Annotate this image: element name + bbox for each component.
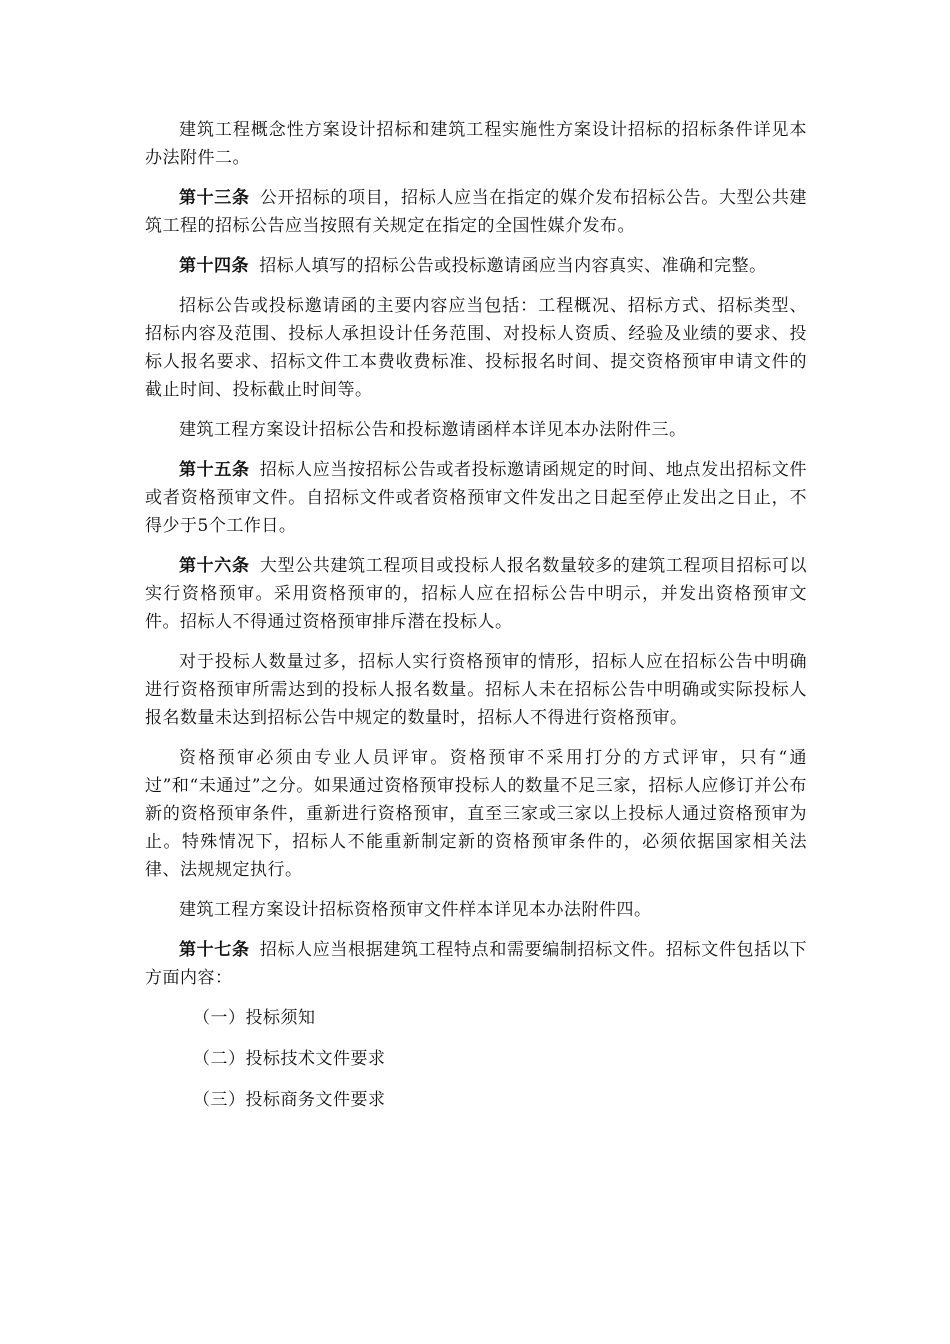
paragraph-8 [145, 648, 807, 732]
paragraph-text: 招标人填写的招标公告或投标邀请函应当内容真实、准确和完整。 [259, 256, 767, 276]
paragraph-text: 大型公共建筑工程项目或投标人报名数量较多的建筑工程项目招标可以实行资格预审。采用资格预审的，招标人应在招标公告中明示，并发出资格预审文件。招标人不得通过资格预审排斥潜在投标人。 [145, 556, 807, 632]
paragraph-text: 招标公告或投标邀请函的主要内容应当包括：工程概况、招标方式、招标类型、招标内容及范围、投标人承担设计任务范围、对投标人资质、经验及业绩的要求、投标人报名要求、招标文件工本费收费标准、投标报名时间、提交资格预审申请文件的截止时间、投标截止时间等。 [145, 296, 807, 400]
article-17 [145, 936, 807, 992]
article-heading: 第十六条 [179, 556, 250, 576]
paragraph-text: 招标人应当按招标公告或者投标邀请函规定的时间、地点发出招标文件或者资格预审文件。自招标文件或者资格预审文件发出之日起至停止发出之日止，不得少于5个工作日。 [145, 460, 807, 536]
paragraph-text: 公开招标的项目，招标人应当在指定的媒介发布招标公告。大型公共建筑工程的招标公告应当按照有关规定在指定的全国性媒介发布。 [145, 188, 807, 236]
paragraph-5 [145, 416, 807, 444]
paragraph-9 [145, 744, 807, 884]
article-heading: 第十三条 [179, 188, 250, 208]
article-13 [145, 184, 807, 240]
paragraph-4 [145, 292, 807, 404]
paragraph-text: 资格预审必须由专业人员评审。资格预审不采用打分的方式评审，只有“通过”和“未通过”之分。如果通过资格预审投标人的数量不足三家，招标人应修订并公布新的资格预审条件，重新进行资格预审，直至三家或三家以上投标人通过资格预审为止。特殊情况下，招标人不能重新制定新的资格预审条件的，必须依据国家相关法律、法规规定执行。 [145, 748, 807, 880]
list-item: （三）投标商务文件要求 [193, 1090, 386, 1110]
paragraph-1 [145, 116, 807, 172]
paragraph-text: 对于投标人数量过多，招标人实行资格预审的情形，招标人应在招标公告中明确进行资格预审所需达到的投标人报名数量。招标人未在招标公告中明确或实际投标人报名数量未达到招标公告中规定的数量时，招标人不得进行资格预审。 [145, 652, 807, 728]
document-page [145, 116, 807, 1127]
article-heading: 第十五条 [179, 460, 250, 480]
paragraph-10 [145, 896, 807, 924]
list-item: （二）投标技术文件要求 [193, 1049, 386, 1069]
paragraph-text: 招标人应当根据建筑工程特点和需要编制招标文件。招标文件包括以下方面内容： [145, 940, 807, 988]
article-15 [145, 456, 807, 540]
list-item: （一）投标须知 [193, 1008, 316, 1028]
article-16 [145, 552, 807, 636]
paragraph-text: 建筑工程方案设计招标资格预审文件样本详见本办法附件四。 [179, 900, 652, 920]
article-14 [145, 252, 807, 280]
paragraph-text: 建筑工程方案设计招标公告和投标邀请函样本详见本办法附件三。 [179, 420, 687, 440]
article-heading: 第十四条 [179, 256, 249, 276]
paragraph-text: 建筑工程概念性方案设计招标和建筑工程实施性方案设计招标的招标条件详见本办法附件二。 [145, 120, 807, 168]
article-heading: 第十七条 [179, 940, 250, 960]
